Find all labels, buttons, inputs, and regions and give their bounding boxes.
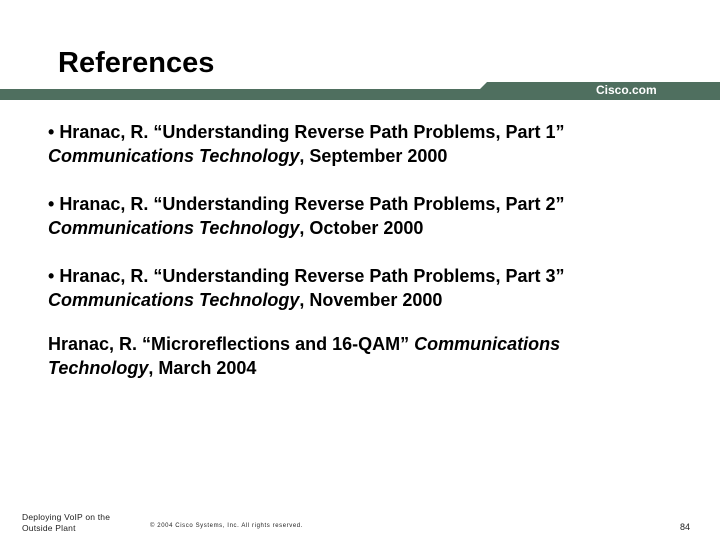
reference-bullet: • xyxy=(48,194,60,214)
slide-title: References xyxy=(58,47,215,79)
brand-logo-text: Cisco.com xyxy=(596,83,657,97)
footer-presentation-line: Deploying VoIP on the xyxy=(22,512,111,522)
reference-item-1 xyxy=(48,120,688,168)
reference-item-3 xyxy=(48,264,688,312)
reference-journal: Communications Technology xyxy=(48,146,300,166)
reference-journal: Communications Technology xyxy=(48,218,300,238)
reference-date: , October 2000 xyxy=(299,218,424,238)
footer-presentation-title xyxy=(22,512,110,534)
reference-journal: Communications Technology xyxy=(48,334,561,378)
reference-date: , September 2000 xyxy=(299,146,448,166)
page-number: 84 xyxy=(680,522,691,532)
reference-author-title: Hranac, R. “Understanding Reverse Path Problems, Part 3” xyxy=(59,266,565,286)
reference-bullet: • xyxy=(48,266,60,286)
reference-author-title: Hranac, R. “Understanding Reverse Path Problems, Part 2” xyxy=(59,194,565,214)
reference-date: , March 2004 xyxy=(148,358,257,378)
footer-copyright: © 2004 Cisco Systems, Inc. All rights reserved. xyxy=(150,523,304,529)
reference-item-4 xyxy=(48,332,638,380)
reference-author-title: Hranac, R. “Understanding Reverse Path Problems, Part 1” xyxy=(59,122,565,142)
reference-bullet: • xyxy=(48,122,60,142)
reference-date: , November 2000 xyxy=(299,290,443,310)
reference-journal: Communications Technology xyxy=(48,290,300,310)
reference-author-title: Hranac, R. “Microreflections and 16-QAM” xyxy=(48,334,415,354)
reference-item-2 xyxy=(48,192,688,240)
footer-presentation-line: Outside Plant xyxy=(22,523,76,533)
